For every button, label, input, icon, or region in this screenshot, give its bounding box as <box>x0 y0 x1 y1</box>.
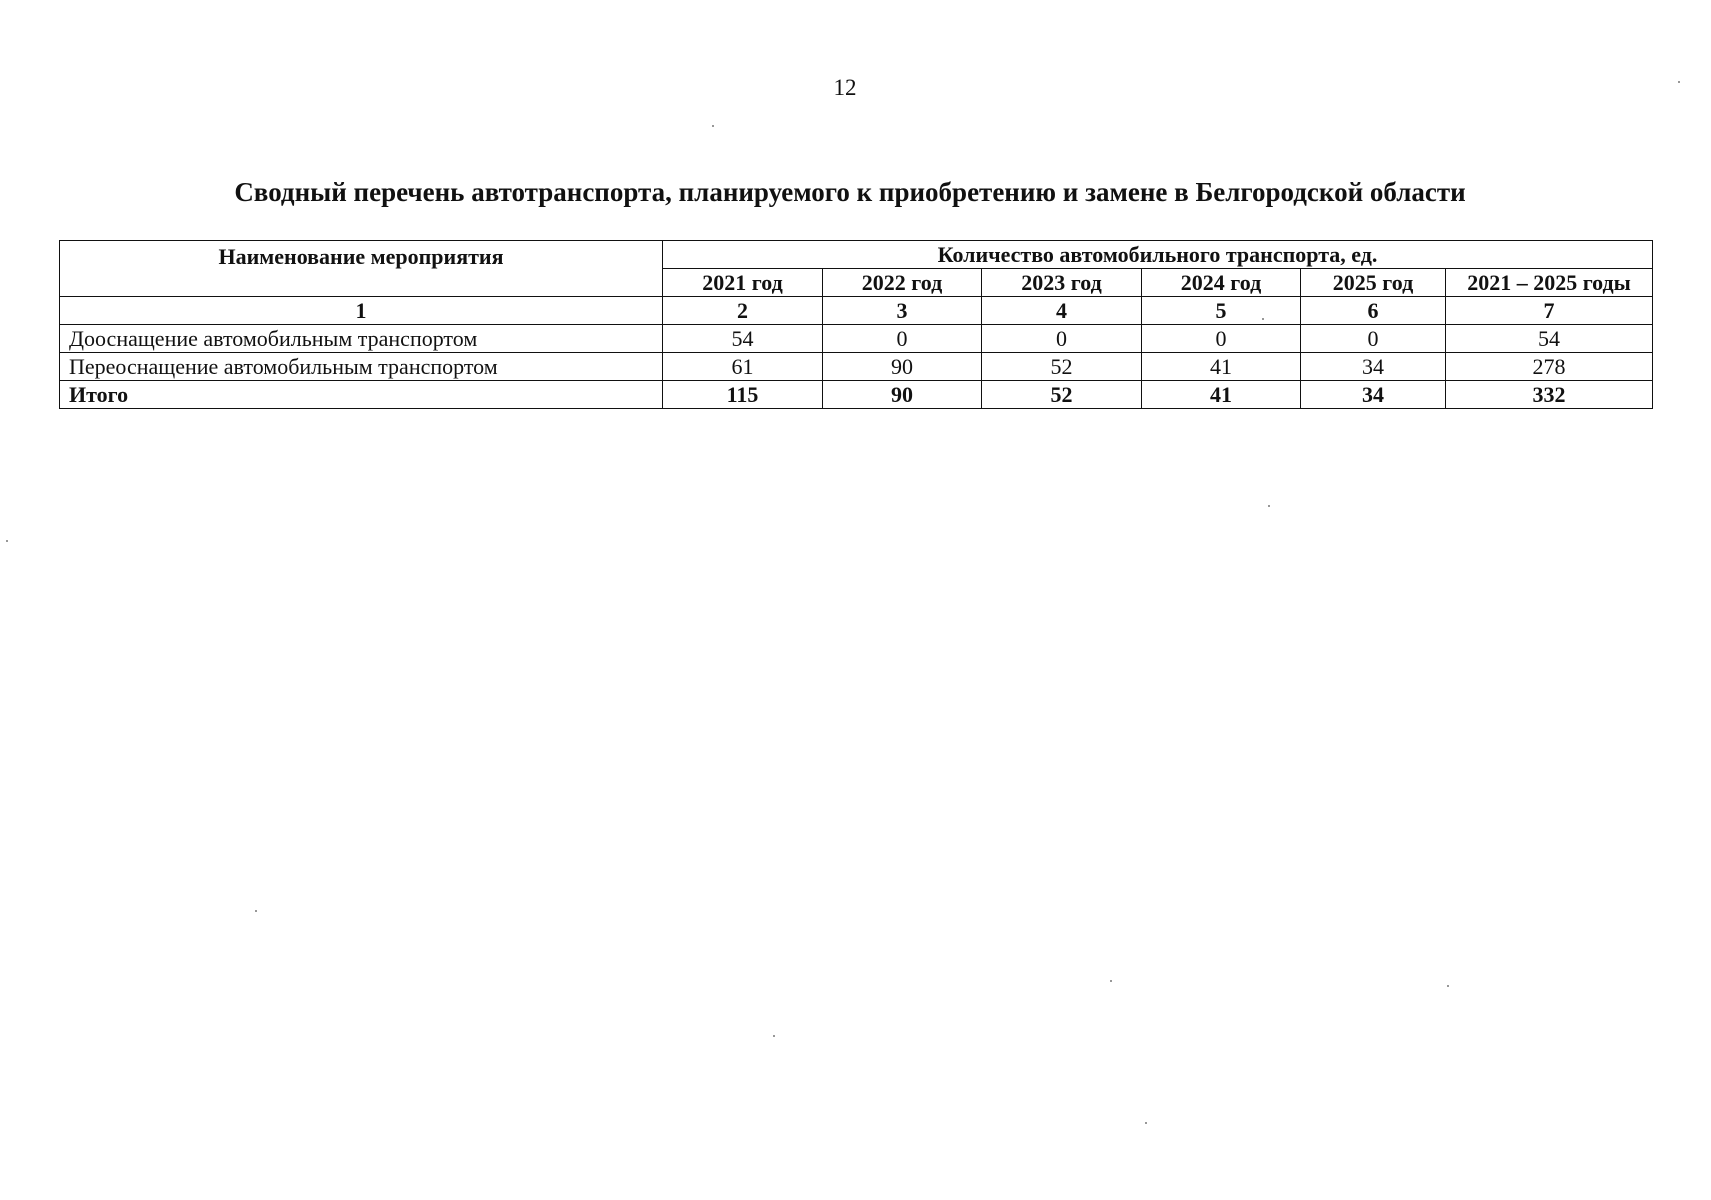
header-year-2024: 2024 год <box>1142 269 1301 297</box>
table-row <box>60 353 1653 381</box>
header-year-2021: 2021 год <box>663 269 823 297</box>
scan-speck <box>255 910 257 912</box>
total-label: Итого <box>60 381 663 409</box>
cell-value: 54 <box>1446 325 1653 353</box>
summary-table <box>59 240 1653 409</box>
scan-speck <box>1678 81 1680 83</box>
scan-speck <box>6 540 8 542</box>
column-number: 2 <box>663 297 823 325</box>
document-title: Сводный перечень автотранспорта, планируемого к приобретению и замене в Белгородской области <box>234 177 1466 207</box>
cell-value: 0 <box>1301 325 1446 353</box>
header-year-2025: 2025 год <box>1301 269 1446 297</box>
header-row-group <box>60 241 1653 269</box>
cell-value: 90 <box>823 353 982 381</box>
page-number: 12 <box>833 75 857 100</box>
cell-value: 54 <box>663 325 823 353</box>
table-row <box>60 325 1653 353</box>
column-number-row <box>60 297 1653 325</box>
scan-speck <box>1262 318 1264 320</box>
total-value: 52 <box>982 381 1142 409</box>
row-label: Дооснащение автомобильным транспортом <box>60 325 663 353</box>
row-label: Переоснащение автомобильным транспортом <box>60 353 663 381</box>
column-number: 1 <box>60 297 663 325</box>
total-value: 41 <box>1142 381 1301 409</box>
cell-value: 41 <box>1142 353 1301 381</box>
total-value: 90 <box>823 381 982 409</box>
header-vehicle-count: Количество автомобильного транспорта, ед. <box>663 241 1653 269</box>
total-row <box>60 381 1653 409</box>
cell-value: 34 <box>1301 353 1446 381</box>
header-activity-name: Наименование мероприятия <box>60 241 663 297</box>
column-number: 4 <box>982 297 1142 325</box>
column-number: 3 <box>823 297 982 325</box>
column-number: 6 <box>1301 297 1446 325</box>
cell-value: 0 <box>1142 325 1301 353</box>
column-number: 5 <box>1142 297 1301 325</box>
scan-speck <box>1145 1122 1147 1124</box>
header-year-2023: 2023 год <box>982 269 1142 297</box>
cell-value: 0 <box>823 325 982 353</box>
cell-value: 52 <box>982 353 1142 381</box>
total-value: 332 <box>1446 381 1653 409</box>
total-value: 34 <box>1301 381 1446 409</box>
header-year-2022: 2022 год <box>823 269 982 297</box>
scan-speck <box>1447 985 1449 987</box>
cell-value: 0 <box>982 325 1142 353</box>
header-years-total: 2021 – 2025 годы <box>1446 269 1653 297</box>
scan-speck <box>1110 980 1112 982</box>
cell-value: 61 <box>663 353 823 381</box>
scan-speck <box>712 125 714 127</box>
total-value: 115 <box>663 381 823 409</box>
cell-value: 278 <box>1446 353 1653 381</box>
scan-speck <box>773 1035 775 1037</box>
scan-speck <box>1268 505 1270 507</box>
column-number: 7 <box>1446 297 1653 325</box>
